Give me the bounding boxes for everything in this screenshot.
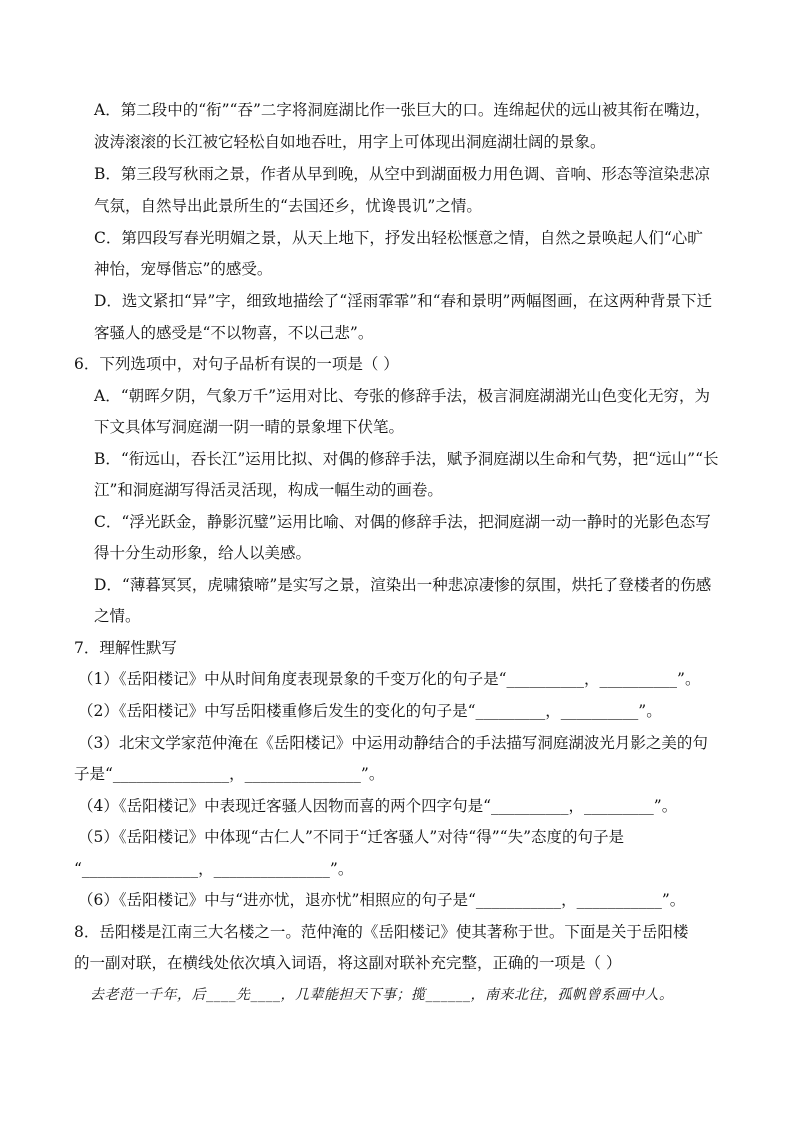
- q7-item-2: （2）《岳阳楼记》中写岳阳楼重修后发生的变化的句子是“_________，__________”。: [78, 702, 662, 720]
- q5-option-b-line1: B．第三段写秋雨之景，作者从早到晚，从空中到湖面极力用色调、音响、形态等渲染悲凉: [94, 165, 710, 183]
- q6-option-d-line1: D．“薄暮冥冥，虎啸猿啼”是实写之景，渲染出一种悲凉凄惨的氛围，烘托了登楼者的伤感: [94, 576, 712, 594]
- q5-option-b-line2: 气氛，自然导出此景所生的“去国还乡，忧谗畏讥”之情。: [94, 197, 482, 215]
- q6-option-a-line1: A．“朝晖夕阴，气象万千”运用对比、夸张的修辞手法，极言洞庭湖湖光山色变化无穷，为: [94, 387, 711, 405]
- q6-option-c-line2: 得十分生动形象，给人以美感。: [94, 544, 312, 562]
- q7-item-3-line2: 子是“_______________，_______________”。: [74, 765, 385, 783]
- q6-option-d-line2: 之情。: [94, 607, 141, 625]
- q7-item-5-line2: “_______________，_______________”。: [74, 860, 354, 878]
- q5-option-c-line2: 神怡，宠辱偕忘”的感受。: [94, 260, 273, 278]
- q6-stem: 6．下列选项中，对句子品析有误的一项是（ ）: [74, 355, 399, 373]
- q7-item-6: （6）《岳阳楼记》中与“进亦忧，退亦忧”相照应的句子是“___________，___________”。: [78, 891, 686, 909]
- q7-stem: 7．理解性默写: [74, 639, 177, 657]
- q5-option-a-line2: 波涛滚滚的长江被它轻松自如地吞吐，用字上可体现出洞庭湖壮阔的景象。: [94, 133, 606, 151]
- q6-option-b-line1: B．“衔远山，吞长江”运用比拟、对偶的修辞手法，赋予洞庭湖以生命和气势，把“远山”“长: [94, 450, 719, 468]
- q5-option-d-line1: D．选文紧扣“异”字，细致地描绘了“淫雨霏霏”和“春和景明”两幅图画，在这两种背景下迁: [94, 292, 712, 310]
- q7-item-3-line1: （3）北宋文学家范仲淹在《岳阳楼记》中运用动静结合的手法描写洞庭湖波光月影之美的句: [78, 734, 708, 752]
- q5-option-c-line1: C．第四段写春光明媚之景，从天上地下，抒发出轻松惬意之情，自然之景唤起人们“心旷: [94, 229, 703, 247]
- q7-item-4: （4）《岳阳楼记》中表现迁客骚人因物而喜的两个四字句是“__________，_________”。: [78, 797, 678, 815]
- q7-item-5-line1: （5）《岳阳楼记》中体现“古仁人”不同于“迁客骚人”对待“得”“失”态度的句子是: [78, 828, 625, 846]
- q6-option-b-line2: 江”和洞庭湖写得活灵活现，构成一幅生动的画卷。: [94, 481, 443, 499]
- q5-option-d-line2: 客骚人的感受是“不以物喜，不以己悲”。: [94, 324, 374, 342]
- q7-item-1: （1）《岳阳楼记》中从时间角度表现景象的千变万化的句子是“__________，__________”。: [78, 670, 701, 688]
- q8-stem-line1: 8．岳阳楼是江南三大名楼之一。范仲淹的《岳阳楼记》使其著称于世。下面是关于岳阳楼: [74, 923, 689, 941]
- q5-option-a-line1: A．第二段中的“衔”“吞”二字将洞庭湖比作一张巨大的口。连绵起伏的远山被其衔在嘴边，: [94, 101, 711, 119]
- q6-option-c-line1: C．“浮光跃金，静影沉璧”运用比喻、对偶的修辞手法，把洞庭湖一动一静时的光影色态写: [94, 513, 711, 531]
- q6-option-a-line2: 下文具体写洞庭湖一阴一晴的景象埋下伏笔。: [94, 418, 405, 436]
- q8-couplet: 去老范一千年，后____先____，几辈能担天下事；揽______，南来北往，孤帆曾系画中人。: [90, 987, 674, 1003]
- q8-stem-line2: 的一副对联，在横线处依次填入词语，将这副对联补充完整，正确的一项是（ ）: [74, 954, 622, 972]
